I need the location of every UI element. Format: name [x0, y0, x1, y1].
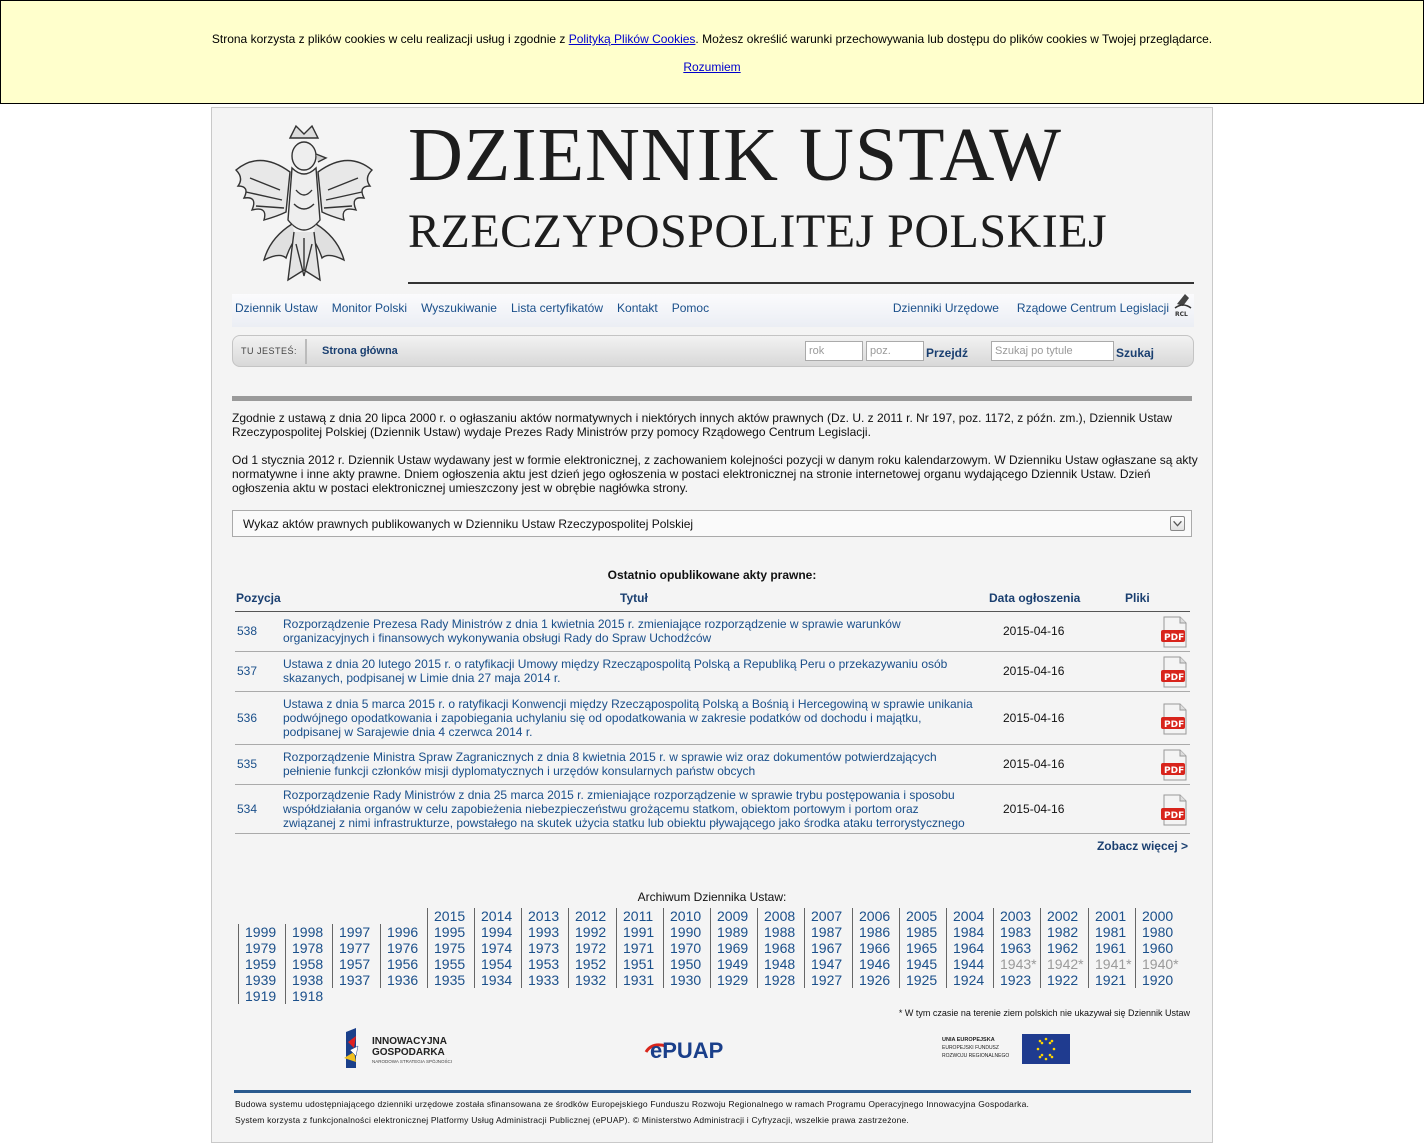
archive-year-link[interactable]: 2015 [427, 908, 465, 924]
archive-year-link[interactable]: 2013 [521, 908, 559, 924]
nav-pomoc[interactable]: Pomoc [671, 301, 710, 315]
archive-year-link[interactable]: 1978 [285, 940, 323, 956]
archive-year-link[interactable]: 2001 [1088, 908, 1126, 924]
archive-year-link[interactable]: 1921 [1088, 972, 1126, 988]
archive-year-link[interactable]: 1981 [1088, 924, 1126, 940]
archive-year-link[interactable]: 1928 [757, 972, 795, 988]
archive-year-link[interactable]: 1924 [946, 972, 984, 988]
archive-year-link[interactable]: 1992 [568, 924, 606, 940]
act-title-link[interactable]: Rozporządzenie Rady Ministrów z dnia 25 marca 2015 r. zmieniające rozporządzenie w sprawie trybu postępowania i sposobu współdziałania organów w celu zapobieżenia niebezpieczeństwu grożącemu statkom, obiektom portowym i portom oraz związanej z nimi infrastrukturze, powstałego na skutek użycia statku lub obiektu pływającego jako środka ataku terrorystycznego [283, 788, 965, 830]
archive-year-link[interactable]: 1993 [521, 924, 559, 940]
pdf-icon[interactable] [1160, 656, 1188, 688]
epuap-text: ePUAP [650, 1038, 724, 1063]
nav-dzienniki-urzedowe[interactable]: Dzienniki Urzędowe [892, 301, 999, 315]
archive-year-link[interactable]: 2002 [1040, 908, 1078, 924]
archive-year-link[interactable]: 1938 [285, 972, 323, 988]
nav-monitor-polski[interactable]: Monitor Polski [331, 301, 408, 315]
archive-year-link[interactable]: 2000 [1135, 908, 1173, 924]
go-button[interactable]: Przejdź [926, 346, 969, 360]
breadcrumb-bar [232, 335, 1194, 367]
breadcrumb-separator [305, 339, 307, 364]
archive-year-link[interactable]: 1997 [332, 924, 370, 940]
archive-year-link[interactable]: 1969 [710, 940, 748, 956]
archive-year-link[interactable]: 1954 [474, 956, 512, 972]
archive-footnote: * W tym czasie na terenie ziem polskich nie ukazywał się Dziennik Ustaw [898, 1008, 1190, 1018]
site-title-line2: RZECZYPOSPOLITEJ POLSKIEJ [408, 205, 1108, 258]
page-container [211, 107, 1213, 1143]
archive-year-link[interactable]: 1937 [332, 972, 370, 988]
cookie-banner [0, 0, 1424, 104]
site-title-line1: DZIENNIK USTAW [408, 113, 1063, 197]
archive-year-link[interactable]: 1949 [710, 956, 748, 972]
epuap-logo[interactable] [644, 1036, 754, 1064]
archive-year-link[interactable]: 2004 [946, 908, 984, 924]
year-input[interactable] [805, 341, 863, 361]
main-nav [235, 301, 723, 315]
act-position[interactable]: 535 [237, 757, 258, 771]
archive-year-link[interactable]: 1931 [616, 972, 654, 988]
archive-year-link[interactable]: 1950 [663, 956, 701, 972]
archive-year-link[interactable]: 1988 [757, 924, 795, 940]
archive-year-link[interactable]: 1956 [380, 956, 418, 972]
archive-year-link[interactable]: 2009 [710, 908, 748, 924]
eu-fund-logo[interactable] [940, 1032, 1072, 1066]
recent-acts-table [235, 590, 1190, 834]
archive-year-link[interactable]: 2003 [993, 908, 1031, 924]
archive-year-link[interactable]: 1925 [899, 972, 937, 988]
eu-line2: EUROPEJSKI FUNDUSZ [942, 1045, 999, 1051]
archive-year-link[interactable]: 1939 [238, 972, 276, 988]
archive-year-link: 1942* [1040, 956, 1084, 972]
act-date: 2015-04-16 [1003, 802, 1065, 816]
cookie-message [1, 32, 1423, 46]
act-title-link[interactable]: Rozporządzenie Ministra Spraw Zagranicznych z dnia 8 kwietnia 2015 r. w sprawie wiz oraz dokumentów potwierdzających pełnienie funkcji członków misji dyplomatycznych i urzędów konsularnych państw obcych [283, 750, 937, 778]
archive-year-link[interactable]: 1973 [521, 940, 559, 956]
archive-year-link[interactable]: 1979 [238, 940, 276, 956]
archive-year-link[interactable]: 1936 [380, 972, 418, 988]
archive-year-link[interactable]: 1975 [427, 940, 465, 956]
table-row [235, 612, 1190, 652]
archive-year-link[interactable]: 1926 [852, 972, 890, 988]
column-pozycja: Pozycja [236, 591, 281, 605]
archive-year-link[interactable]: 1948 [757, 956, 795, 972]
archive-year-link[interactable]: 1934 [474, 972, 512, 988]
breadcrumb-current[interactable]: Strona główna [322, 345, 398, 357]
archive-year-link: 1941* [1088, 956, 1132, 972]
act-title-link[interactable]: Rozporządzenie Prezesa Rady Ministrów z dnia 1 kwietnia 2015 r. zmieniające rozporządzenie w sprawie warunków organizacyjnych i finansowych wykonywania obsługi Rady do Spraw Uchodźców [283, 617, 901, 645]
archive-year-link[interactable]: 1971 [616, 940, 654, 956]
chevron-down-icon[interactable] [1170, 516, 1185, 531]
act-date: 2015-04-16 [1003, 757, 1065, 771]
archive-year-link[interactable]: 2008 [757, 908, 795, 924]
archive-year-link[interactable]: 2010 [663, 908, 701, 924]
footer-line-1: Budowa systemu udostępniającego dzienniki urzędowe została sfinansowana ze środków Europejskiego Funduszu Rozwoju Regionalnego w ramach Programu Operacyjnego Innowacyjna Gospodarka. [235, 1099, 1030, 1109]
secondary-nav [875, 290, 1193, 318]
cookie-text-after: . Możesz określić warunki przechowywania lub dostępu do plików cookies w Twojej przeglądarce. [695, 32, 1213, 46]
archive-year-link[interactable]: 1999 [238, 924, 276, 940]
nav-wyszukiwanie[interactable]: Wyszukiwanie [421, 301, 497, 315]
archive-year-link[interactable]: 2011 [616, 908, 653, 924]
act-date: 2015-04-16 [1003, 624, 1065, 638]
cookie-policy-link[interactable]: Polityką Plików Cookies [568, 32, 696, 46]
archive-year-link[interactable]: 1991 [616, 924, 654, 940]
svg-text:PDF: PDF [1164, 633, 1185, 643]
archive-year-link[interactable]: 2006 [852, 908, 890, 924]
nav-rcl[interactable]: Rządowe Centrum Legislacji [1016, 301, 1169, 315]
archive-year-link[interactable]: 1946 [852, 956, 890, 972]
dropdown-value: Wykaz aktów prawnych publikowanych w Dzienniku Ustaw Rzeczypospolitej Polskiej [243, 517, 694, 531]
act-position[interactable]: 537 [237, 664, 258, 678]
ig-line3: NARODOWA STRATEGIA SPÓJNOŚCI [372, 1059, 453, 1064]
archive-year-link[interactable]: 2007 [804, 908, 842, 924]
archive-heading: Archiwum Dziennika Ustaw: [637, 890, 787, 904]
svg-text:PDF: PDF [1164, 720, 1185, 730]
svg-text:PDF: PDF [1164, 811, 1185, 821]
archive-year-link[interactable]: 1980 [1135, 924, 1173, 940]
nav-dziennik-ustaw[interactable]: Dziennik Ustaw [235, 301, 318, 315]
position-input[interactable] [866, 341, 924, 361]
archive-year-link[interactable]: 1984 [946, 924, 984, 940]
svg-text:RCL: RCL [1175, 311, 1188, 318]
archive-year-link: 1940* [1135, 956, 1179, 972]
polish-eagle-emblem-icon [230, 120, 378, 286]
archive-year-link[interactable]: 1966 [852, 940, 890, 956]
archive-year-link[interactable]: 1918 [285, 988, 323, 1004]
archive-year-link[interactable]: 1955 [427, 956, 465, 972]
archive-year-link[interactable]: 1933 [521, 972, 559, 988]
archive-year-link[interactable]: 1962 [1040, 940, 1078, 956]
table-header [235, 590, 1190, 612]
act-title-link[interactable]: Ustawa z dnia 5 marca 2015 r. o ratyfikacji Konwencji między Rzecząpospolitą Polską a Bośnią i Hercegowiną w sprawie unikania podwójnego opodatkowania i zapobiegania uchylaniu się od opodatkowania w zakresie podatków od dochodu i majątku, podpisanej w Sarajewie dnia 4 czerwca 2014 r. [283, 697, 973, 739]
act-date: 2015-04-16 [1003, 664, 1065, 678]
title-search-input[interactable] [991, 341, 1114, 361]
archive-year-link[interactable]: 1919 [238, 988, 276, 1004]
archive-year-link[interactable]: 2005 [899, 908, 937, 924]
archive-year-link[interactable]: 1994 [474, 924, 512, 940]
archive-year-link[interactable]: 1986 [852, 924, 890, 940]
act-date: 2015-04-16 [1003, 711, 1065, 725]
innowacyjna-gospodarka-logo[interactable] [342, 1028, 467, 1070]
ig-line1: INNOWACYJNA [372, 1036, 448, 1047]
archive-year-link[interactable]: 1947 [804, 956, 842, 972]
archive-year-link[interactable]: 1972 [568, 940, 606, 956]
nav-lista-certyfikatow[interactable]: Lista certyfikatów [510, 301, 604, 315]
archive-year-link[interactable]: 1985 [899, 924, 937, 940]
archive-year-link[interactable]: 1983 [993, 924, 1031, 940]
act-title-link[interactable]: Ustawa z dnia 20 lutego 2015 r. o ratyfikacji Umowy między Rzecząpospolitą Polską a Republiką Peru o przekazywaniu osób skazanych, podpisanej w Limie dnia 27 maja 2014 r. [283, 657, 948, 685]
footer-divider [234, 1090, 1191, 1093]
svg-text:PDF: PDF [1164, 766, 1185, 776]
column-pliki: Pliki [1125, 591, 1150, 605]
archive-year-link[interactable]: 1953 [521, 956, 559, 972]
archive-year-link[interactable]: 1957 [332, 956, 370, 972]
archive-year-link[interactable]: 1967 [804, 940, 842, 956]
title-divider [408, 282, 1194, 284]
rcl-logo-icon[interactable] [1173, 290, 1193, 318]
archive-year-link[interactable]: 1987 [804, 924, 842, 940]
archive-year-link[interactable]: 1920 [1135, 972, 1173, 988]
archive-year-link[interactable]: 1963 [993, 940, 1031, 956]
archive-year-link[interactable]: 1974 [474, 940, 512, 956]
archive-year-link[interactable]: 1945 [899, 956, 937, 972]
content-divider [232, 396, 1192, 401]
table-row [235, 785, 1190, 834]
archive-year-link[interactable]: 1959 [238, 956, 276, 972]
footer-line-2: System korzysta z funkcjonalności elektronicznej Platformy Usług Administracji Publicznej (ePUAP). © Ministerstwo Administracji i Cyfryzacji, wszelkie prawa zastrzeżone. [235, 1115, 909, 1125]
archive-year-link[interactable]: 1961 [1088, 940, 1126, 956]
act-position[interactable]: 536 [237, 711, 258, 725]
archive-year-link[interactable]: 1923 [993, 972, 1031, 988]
pdf-icon[interactable] [1160, 794, 1188, 826]
intro-paragraph-2: Od 1 stycznia 2012 r. Dziennik Ustaw wydawany jest w formie elektronicznej, z zachowaniem kolejności pozycji w danym roku kalendarzowym. W Dzienniku Ustaw ogłaszane są akty normatywne i inne akty prawne. Dniem ogłoszenia aktu jest dzień jego ogłoszenia w postaci elektronicznej na stronie internetowej organu wydającego Dziennik Ustaw. Dzień ogłoszenia aktu w postaci elektronicznej umieszczony jest w obrębie nagłówka strony. [232, 453, 1198, 495]
ig-line2: GOSPODARKA [372, 1047, 445, 1058]
archive-year-link[interactable]: 1982 [1040, 924, 1078, 940]
archive-year-link[interactable]: 1995 [427, 924, 465, 940]
see-more-link[interactable]: Zobacz więcej > [1096, 839, 1188, 853]
archive-year-link[interactable]: 1935 [427, 972, 465, 988]
archive-year-link[interactable]: 1998 [285, 924, 323, 940]
archive-year-link[interactable]: 2012 [568, 908, 606, 924]
archive-year-link[interactable]: 1958 [285, 956, 323, 972]
archive-year-link[interactable]: 1951 [616, 956, 654, 972]
archive-year-link[interactable]: 1968 [757, 940, 795, 956]
archive-year-link: 1943* [993, 956, 1037, 972]
archive-year-link[interactable]: 2014 [474, 908, 512, 924]
intro-paragraph-1: Zgodnie z ustawą z dnia 20 lipca 2000 r. o ogłaszaniu aktów normatywnych i niektórych innych aktów prawnych (Dz. U. z 2011 r. Nr 197, poz. 1172, z późn. zm.), Dziennik Ustaw Rzeczypospolitej Polskiej (Dziennik Ustaw) wydaje Prezes Rady Ministrów przy pomocy Rządowego Centrum Legislacji. [232, 411, 1173, 439]
nav-kontakt[interactable]: Kontakt [617, 301, 658, 315]
table-row [235, 692, 1190, 745]
cookie-text-before: Strona korzysta z plików cookies w celu realizacji usług i zgodnie z [211, 32, 569, 46]
archive-year-link[interactable]: 1960 [1135, 940, 1173, 956]
eu-line1: UNIA EUROPEJSKA [942, 1037, 995, 1043]
pdf-icon[interactable] [1160, 749, 1188, 781]
archive-year-link[interactable]: 1929 [710, 972, 748, 988]
archive-year-link[interactable]: 1952 [568, 956, 606, 972]
search-button[interactable]: Szukaj [1116, 346, 1155, 360]
column-data-ogloszenia: Data ogłoszenia [989, 591, 1081, 605]
act-position[interactable]: 534 [237, 802, 258, 816]
act-position[interactable]: 538 [237, 624, 258, 638]
archive-year-link[interactable]: 1977 [332, 940, 370, 956]
archive-year-link[interactable]: 1922 [1040, 972, 1078, 988]
eu-line3: ROZWOJU REGIONALNEGO [942, 1053, 1010, 1059]
pdf-icon[interactable] [1160, 703, 1188, 735]
table-body [235, 612, 1190, 834]
svg-text:PDF: PDF [1164, 673, 1185, 683]
table-row [235, 652, 1190, 692]
archive-year-link[interactable]: 1930 [663, 972, 701, 988]
acts-list-dropdown[interactable] [232, 510, 1192, 537]
archive-year-link[interactable]: 1964 [946, 940, 984, 956]
archive-year-link[interactable]: 1944 [946, 956, 984, 972]
breadcrumb-label: TU JESTEŚ: [241, 346, 298, 356]
archive-year-link[interactable]: 1976 [380, 940, 418, 956]
archive-year-link[interactable]: 1970 [663, 940, 701, 956]
archive-year-link[interactable]: 1965 [899, 940, 937, 956]
archive-year-link[interactable]: 1996 [380, 924, 418, 940]
cookie-accept-link[interactable]: Rozumiem [683, 60, 741, 74]
archive-year-link[interactable]: 1927 [804, 972, 842, 988]
column-tytul: Tytuł [620, 591, 648, 605]
archive-year-link[interactable]: 1932 [568, 972, 606, 988]
archive-year-link[interactable]: 1990 [663, 924, 701, 940]
pdf-icon[interactable] [1160, 616, 1188, 648]
table-row [235, 745, 1190, 785]
recent-acts-heading: Ostatnio opublikowane akty prawne: [607, 568, 817, 582]
archive-year-link[interactable]: 1989 [710, 924, 748, 940]
